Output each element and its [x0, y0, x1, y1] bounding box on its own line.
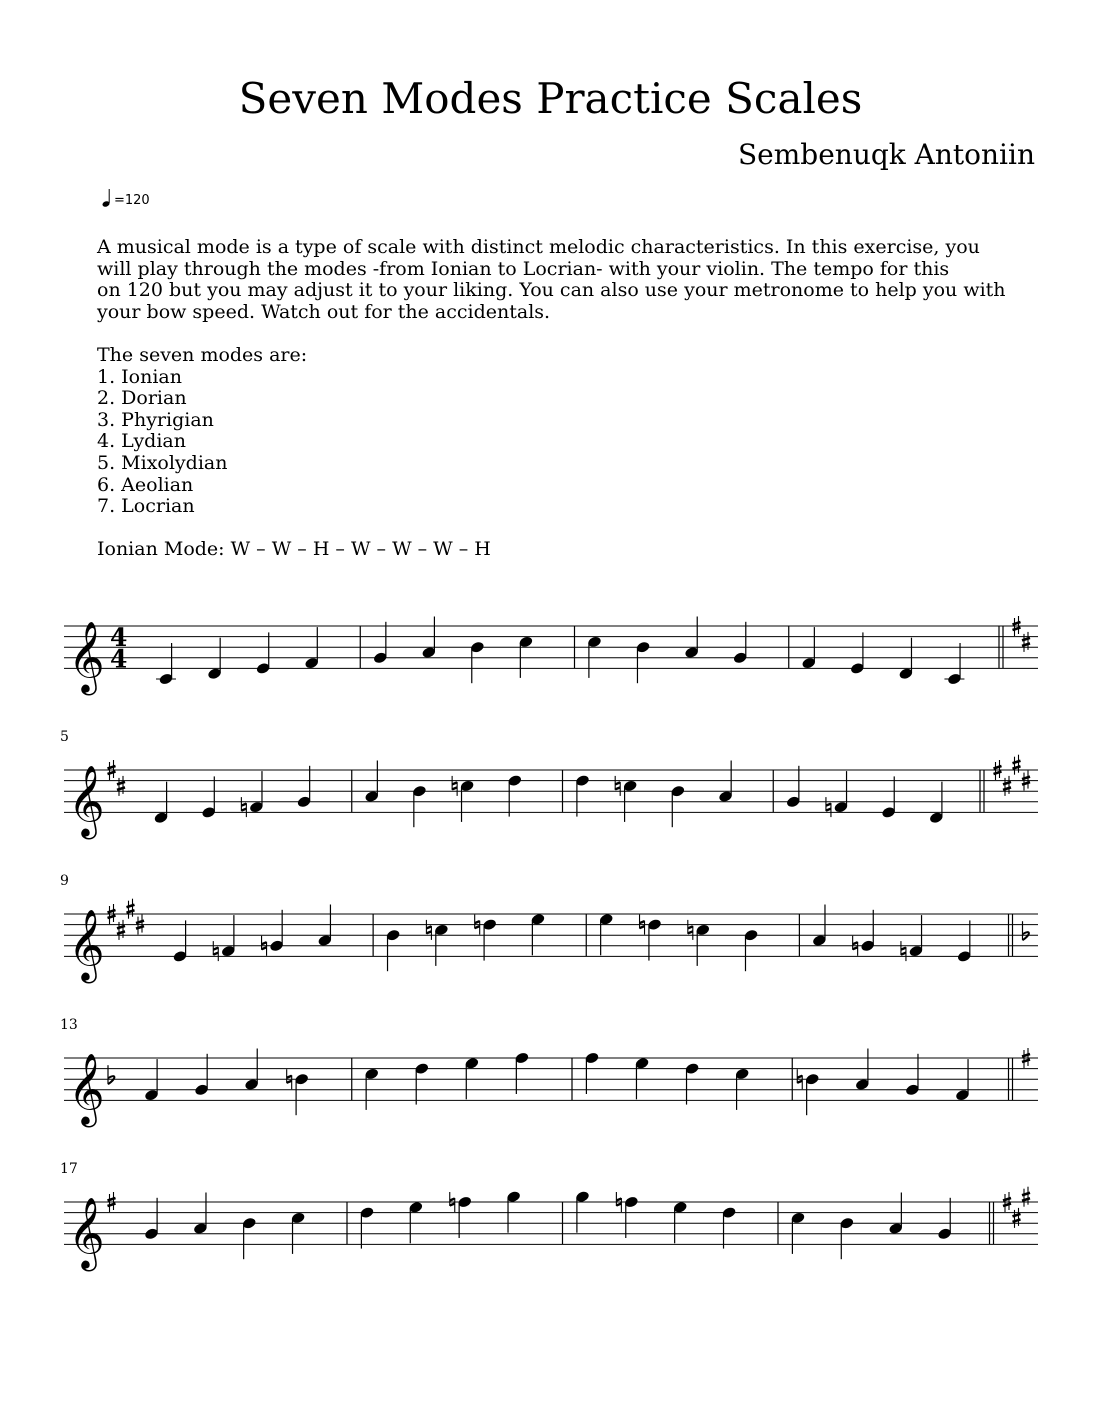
natural-sign — [901, 941, 906, 961]
key-signature — [127, 899, 135, 919]
natural-bar — [616, 1199, 621, 1201]
note — [647, 918, 662, 961]
note — [296, 766, 311, 809]
natural-bar — [797, 1076, 802, 1078]
note — [587, 635, 602, 678]
note — [144, 1198, 159, 1241]
natural-bar — [450, 1199, 455, 1201]
sharp-bar — [1003, 1198, 1011, 1201]
note — [153, 782, 168, 825]
note — [944, 643, 964, 686]
sharp-bar — [117, 782, 125, 785]
natural-bar — [901, 948, 906, 950]
natural-sign — [426, 920, 431, 940]
sharp-bar — [117, 926, 125, 929]
note — [255, 632, 270, 675]
flat-bowl — [108, 1076, 114, 1084]
note — [881, 776, 896, 819]
note — [530, 913, 545, 956]
note — [955, 1059, 970, 1102]
staff-system — [64, 617, 1038, 686]
natural-bar — [241, 809, 246, 811]
sharp-bar — [1003, 782, 1011, 785]
note — [434, 923, 449, 966]
note — [269, 910, 284, 953]
mode-item: 3. Phyrigian — [97, 408, 214, 431]
note — [144, 1059, 159, 1102]
mode-item: 2. Dorian — [97, 387, 187, 410]
composer-name: Sembenuqk Antoniin — [738, 138, 1035, 171]
natural-sign — [213, 941, 218, 961]
intro-line: A musical mode is a type of scale with distinct melodic characteristics. In this exercise, you — [97, 236, 980, 258]
sharp-bar — [108, 916, 116, 919]
sharp-bar — [1013, 1214, 1021, 1217]
sharp-bar — [1022, 1193, 1030, 1196]
natural-bar — [287, 1081, 292, 1083]
note — [905, 1054, 920, 1097]
note — [317, 905, 332, 948]
treble-clef-icon: 𝄞 — [68, 1195, 105, 1269]
note — [518, 635, 533, 678]
mode-item: 1. Ionian — [97, 365, 182, 388]
natural-bar — [213, 953, 218, 955]
natural-bar — [826, 809, 831, 811]
staff-system — [60, 873, 1038, 971]
natural-bar — [450, 1204, 455, 1206]
note — [459, 779, 474, 822]
sharp-bar — [127, 910, 135, 913]
sharp-bar — [108, 910, 116, 913]
treble-clef-icon: 𝄞 — [68, 907, 105, 981]
natural-bar — [475, 921, 480, 923]
treble-clef-icon: 𝄞 — [68, 1051, 105, 1125]
note — [193, 1193, 208, 1236]
natural-bar — [426, 931, 431, 933]
score-title: Seven Modes Practice Scales — [238, 74, 863, 123]
natural-sign — [615, 776, 620, 796]
flat-bowl — [1023, 932, 1029, 940]
mode-item: 6. Aeolian — [97, 473, 194, 496]
note — [790, 1211, 805, 1254]
note — [249, 771, 264, 814]
note — [244, 1049, 259, 1092]
sharp-bar — [127, 905, 135, 908]
note — [584, 1051, 599, 1094]
natural-bar — [640, 926, 645, 928]
sharp-bar — [1022, 638, 1030, 641]
note — [201, 776, 216, 819]
natural-bar — [688, 931, 693, 933]
note — [599, 913, 614, 956]
note — [207, 638, 222, 681]
note — [364, 761, 379, 804]
intro-line: will play through the modes -from Ionian to Locrian- with your violin. The tempo for this — [97, 257, 950, 280]
note — [908, 915, 923, 958]
natural-bar — [426, 926, 431, 928]
time-signature-denominator: 4 — [110, 644, 128, 674]
note — [850, 632, 865, 675]
note — [408, 1201, 423, 1244]
sharp-bar — [117, 931, 125, 934]
natural-bar — [797, 1081, 802, 1083]
note — [812, 905, 827, 948]
natural-bar — [213, 948, 218, 950]
treble-clef-icon: 𝄞 — [68, 619, 105, 693]
note — [221, 915, 236, 958]
note — [801, 627, 816, 670]
note — [156, 643, 176, 686]
sharp-bar — [108, 766, 116, 769]
note — [575, 774, 590, 817]
natural-bar — [640, 921, 645, 923]
measure-number: 5 — [60, 729, 69, 745]
note — [624, 1195, 639, 1238]
note — [304, 627, 319, 670]
note — [242, 1217, 257, 1260]
mode-item: 4. Lydian — [97, 430, 186, 453]
note — [684, 1062, 699, 1105]
note — [733, 622, 748, 665]
sharp-bar — [117, 787, 125, 790]
courtesy-key-signature — [1022, 632, 1030, 652]
sharp-bar — [994, 766, 1002, 769]
natural-bar — [475, 926, 480, 928]
natural-bar — [853, 942, 858, 944]
sharp-bar — [1022, 782, 1030, 785]
time-signature-numerator: 4 — [110, 623, 128, 653]
note — [721, 1206, 736, 1249]
courtesy-key-signature — [1023, 921, 1029, 940]
key-signature — [108, 1065, 114, 1084]
key-signature — [117, 776, 125, 796]
sharp-bar — [1013, 766, 1021, 769]
staff-system — [60, 1017, 1038, 1115]
courtesy-key-signature — [1013, 755, 1021, 775]
note — [364, 1067, 379, 1110]
sharp-bar — [994, 772, 1002, 775]
sharp-bar — [1013, 628, 1021, 631]
sharp-bar — [1022, 1060, 1030, 1063]
note — [359, 1206, 374, 1249]
ionian-caption: Ionian Mode: W – W – H – W – W – W – H — [97, 538, 491, 561]
mode-item: 5. Mixolydian — [97, 451, 228, 474]
note — [929, 782, 944, 825]
intro-line: your bow speed. Watch out for the accidentals. — [97, 300, 551, 323]
note — [507, 774, 522, 817]
natural-sign — [241, 797, 246, 817]
sharp-bar — [1013, 1219, 1021, 1222]
note — [957, 920, 972, 963]
natural-sign — [688, 920, 693, 940]
note — [684, 617, 699, 660]
note — [290, 1211, 305, 1254]
note — [786, 766, 801, 809]
note — [470, 641, 485, 684]
tempo-value: =120 — [114, 193, 150, 208]
note — [412, 785, 427, 828]
note — [839, 1217, 854, 1260]
note — [414, 1062, 429, 1105]
sharp-bar — [108, 1204, 116, 1207]
natural-bar — [241, 804, 246, 806]
natural-bar — [826, 804, 831, 806]
key-signature — [117, 920, 125, 940]
note — [735, 1067, 750, 1110]
staff-system — [60, 729, 1038, 827]
natural-sign — [826, 797, 831, 817]
sharp-bar — [136, 921, 144, 924]
sharp-bar — [108, 772, 116, 775]
natural-bar — [688, 926, 693, 928]
note — [514, 1051, 529, 1094]
courtesy-key-signature — [1013, 1208, 1021, 1228]
sharp-bar — [1022, 643, 1030, 646]
note — [860, 910, 875, 953]
courtesy-key-signature — [1003, 776, 1011, 796]
note — [635, 641, 650, 684]
note — [294, 1073, 309, 1116]
mode-item: 7. Locrian — [97, 495, 195, 518]
note — [743, 929, 758, 972]
sharp-bar — [108, 1198, 116, 1201]
note — [937, 1198, 952, 1241]
sharp-bar — [1022, 1054, 1030, 1057]
sharp-bar — [136, 926, 144, 929]
natural-bar — [287, 1076, 292, 1078]
note — [172, 920, 187, 963]
courtesy-key-signature — [1022, 1187, 1030, 1207]
natural-bar — [615, 787, 620, 789]
note — [421, 617, 436, 660]
measure-number: 9 — [60, 873, 69, 889]
note — [482, 918, 497, 961]
measure-number: 17 — [60, 1161, 78, 1177]
note — [888, 1193, 903, 1236]
note — [855, 1049, 870, 1092]
note — [464, 1057, 479, 1100]
natural-bar — [452, 787, 457, 789]
note — [457, 1195, 472, 1238]
note — [575, 1190, 590, 1233]
note — [695, 923, 710, 966]
modes-list-heading: The seven modes are: — [97, 343, 308, 366]
natural-bar — [853, 947, 858, 949]
natural-sign — [452, 776, 457, 796]
natural-bar — [262, 942, 267, 944]
note — [373, 622, 388, 665]
staff-system — [60, 1161, 1038, 1259]
note — [673, 1201, 688, 1244]
measure-number: 13 — [60, 1017, 78, 1033]
note — [718, 761, 733, 804]
sharp-bar — [1003, 787, 1011, 790]
note — [805, 1073, 820, 1116]
natural-bar — [901, 953, 906, 955]
sharp-bar — [1022, 1198, 1030, 1201]
sharp-bar — [1013, 761, 1021, 764]
note — [634, 1057, 649, 1100]
note — [898, 638, 913, 681]
note — [670, 785, 685, 828]
intro-line: on 120 but you may adjust it to your liking. You can also use your metronome to help you with — [97, 279, 1006, 302]
sharp-bar — [1013, 622, 1021, 625]
sharp-bar — [1003, 1204, 1011, 1207]
note — [506, 1190, 521, 1233]
treble-clef-icon: 𝄞 — [68, 763, 105, 837]
note — [623, 779, 638, 822]
note — [833, 771, 848, 814]
natural-bar — [615, 782, 620, 784]
natural-bar — [452, 782, 457, 784]
sharp-bar — [1022, 777, 1030, 780]
note — [385, 929, 400, 972]
note — [194, 1054, 209, 1097]
natural-bar — [262, 947, 267, 949]
natural-bar — [616, 1204, 621, 1206]
